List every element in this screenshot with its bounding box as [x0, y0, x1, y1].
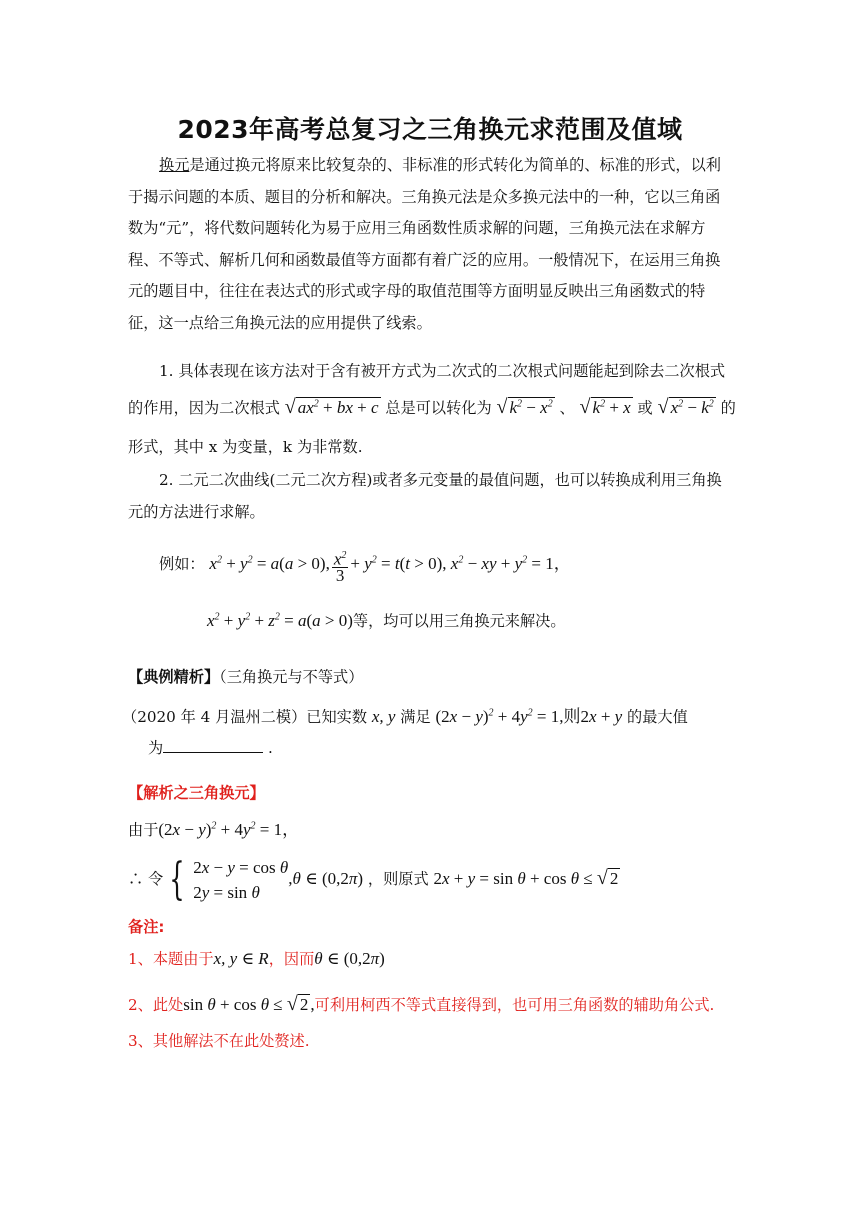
note-2-pre: 2、此处	[128, 996, 184, 1014]
example-formulas: $x^2 + y^2 = a(a > 0)$, $\frac{x^2}{3}$ + $y^2 = t(t > 0)$, $x^2$ − xy + $y^2 = 1$，	[209, 549, 571, 585]
point1-pre: 的作用，因为二次根式	[128, 399, 280, 417]
result-formula: 2x + y = sin θ + cos θ ≤ √ 2	[433, 867, 619, 889]
point1-sep: 、	[559, 399, 575, 417]
note-1-mid: ，因而	[268, 950, 315, 968]
note-2-post: 可利用柯西不等式直接得到，也可用三角函数的辅助角公式.	[314, 996, 715, 1014]
section-subtitle: （三角换元与不等式）	[219, 668, 364, 686]
note-2-formula: sin θ + cos θ ≤ √ 2 ,	[183, 993, 315, 1015]
section-title: 【典例精析】	[128, 668, 220, 686]
since-label: 由于	[128, 821, 159, 839]
note-1-theta: θ ∈ (0,2π)	[314, 949, 385, 968]
formula-sqrt-x2-k2: √ $x^2 - k^2$	[657, 396, 714, 418]
analysis-let	[128, 855, 620, 905]
note-1-formula: x, y ∈ R	[213, 949, 269, 968]
point1-line3: 形式，其中 x 为变量，k 为非常数.	[128, 438, 363, 456]
problem-line1	[122, 702, 688, 727]
problem-vars: x, y	[371, 707, 396, 726]
section-heading	[128, 666, 363, 687]
point1-line2	[128, 397, 736, 418]
point1-mid: 总是可以转化为	[385, 399, 492, 417]
note-1	[128, 948, 385, 969]
example-end: 等，均可以用三角换元来解决。	[352, 612, 566, 630]
problem-last: 为	[148, 739, 164, 757]
problem-equation: $(2x - y)^2 + 4y^2 = 1$,则2x + y	[435, 707, 623, 726]
note-2	[128, 994, 714, 1015]
note-3: 3、其他解法不在此处赘述.	[128, 1032, 310, 1050]
analysis-since	[128, 815, 299, 840]
let-mid: ，则原式	[367, 870, 429, 888]
analysis-title: 【解析之三角换元】	[128, 784, 265, 802]
point2-paragraph: 2. 二元二次曲线(二元二次方程)或者多元变量的最值问题，也可以转换成利用三角换元的方法进行求解。	[128, 471, 722, 521]
let-label: ∴ 令	[128, 870, 164, 888]
point1-line1: 1. 具体表现在该方法对于含有被开方式为二次式的二次根式问题能起到除去二次根式	[159, 362, 726, 380]
example-line1	[159, 548, 571, 583]
intro-text: 是通过换元将原来比较复杂的、非标准的形式转化为简单的、标准的形式，以利于揭示问题的本质、题目的分析和解决。三角换元法是众多换元法中的一种，它以三角函数为“元”，将代数问题转化为易于应用三角函数性质求解的问题，三角换元法在求解方程、不等式、解析几何和函数最值等方面都有着广泛的应用。一般情况下，在运用三角换元的题目中，往往在表达式的形式或字母的取值范围等方面明显反映出三角函数式的特征，这一点给三角换元法的应用提供了线索。	[128, 156, 721, 332]
problem-cond: 满足	[400, 708, 431, 726]
page-title: 2023年高考总复习之三角换元求范围及值域	[177, 115, 683, 144]
problem-source: （2020 年 4 月温州二模）已知实数	[122, 708, 368, 726]
problem-ask: 的最大值	[627, 708, 688, 726]
example-label: 例如：	[159, 555, 205, 574]
example-line2	[207, 610, 566, 631]
intro-paragraph	[128, 150, 734, 339]
system-brace: {	[169, 854, 185, 905]
example-formula-xyz: $x^2 + y^2 + z^2 = a(a > 0)$	[207, 611, 353, 630]
since-equation: $(2x - y)^2 + 4y^2 = 1$，	[158, 820, 300, 839]
keyword-huanyuan: 换元	[159, 156, 190, 174]
answer-blank	[163, 738, 263, 753]
formula-sqrt-k2-plus-x: √ $k^2 + x$	[579, 396, 631, 418]
formula-sqrt-ax2bxc: √ $ax^2$ + bx + c	[284, 396, 379, 418]
point1-post: 的	[720, 399, 736, 417]
note-1-pre: 1、本题由于	[128, 950, 214, 968]
formula-sqrt-k2-x2: √ $k^2 - x^2$	[496, 396, 553, 418]
substitution-system: 2x − y = cos θ 2y = sin θ	[193, 858, 289, 902]
theta-range: ,θ ∈ (0,2π)	[288, 869, 364, 888]
problem-line2	[148, 737, 273, 758]
note-title: 备注:	[128, 918, 165, 936]
point1-or: 或	[637, 399, 653, 417]
problem-dot: .	[268, 739, 273, 757]
